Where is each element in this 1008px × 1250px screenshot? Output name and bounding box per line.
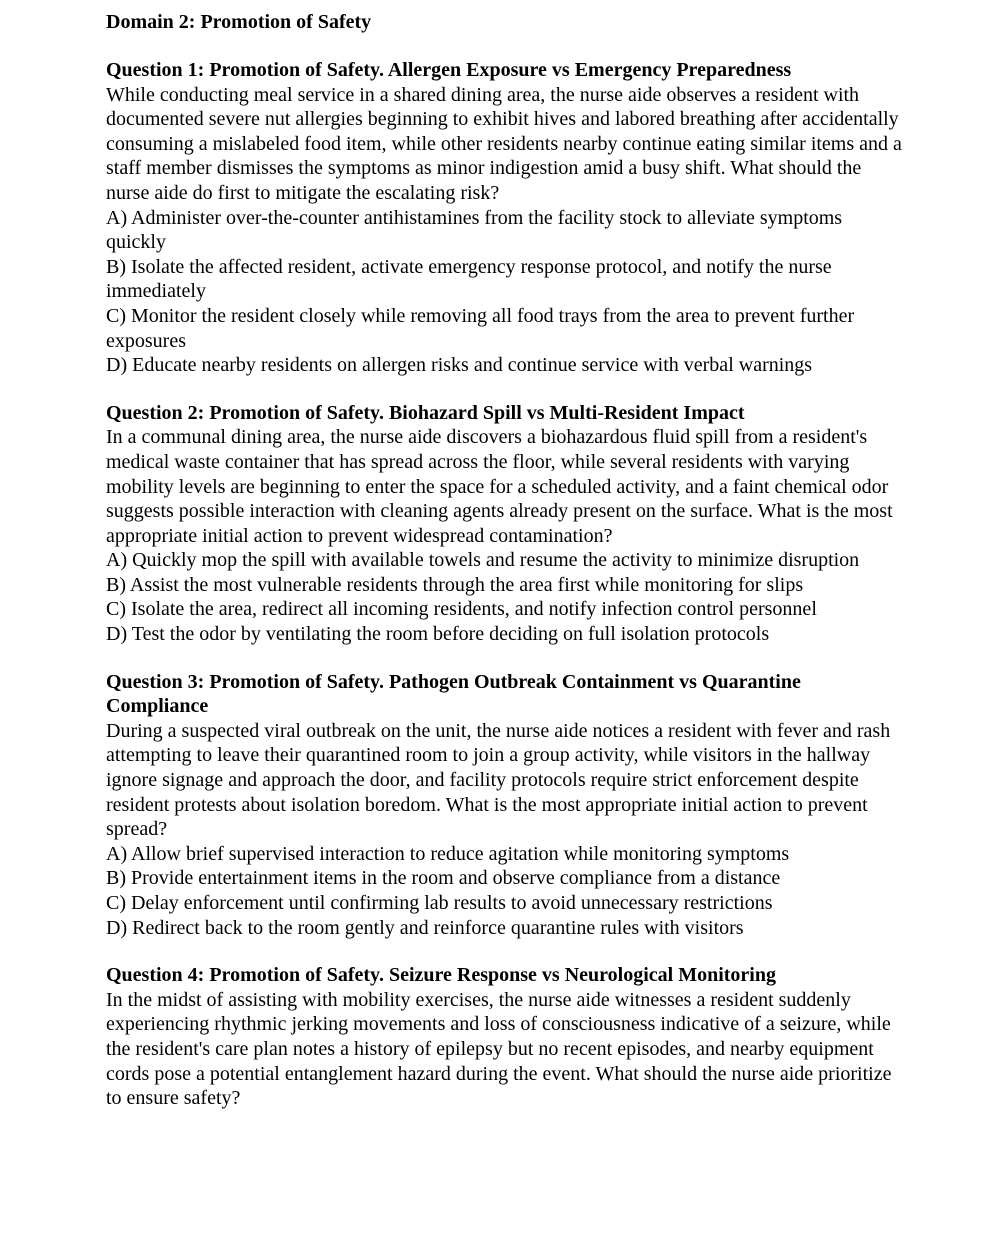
question-title: Question 3: Promotion of Safety. Pathogen Outbreak Containment vs Quarantine Compliance: [106, 670, 801, 718]
answer-option-d: D) Redirect back to the room gently and reinforce quarantine rules with visitors: [106, 916, 744, 939]
question-title: Question 2: Promotion of Safety. Biohazard Spill vs Multi-Resident Impact: [106, 401, 745, 424]
question-body: While conducting meal service in a shared dining area, the nurse aide observes a resident with documented severe nut allergies beginning to exhibit hives and labored breathing after accidentally consuming a mislabeled food item, while other residents nearby continue eating similar items and a staff member dismisses the symptoms as minor indigestion amid a busy shift. What should the nurse aide do first to mitigate the escalating risk?: [106, 83, 902, 204]
question-body: In the midst of assisting with mobility exercises, the nurse aide witnesses a resident suddenly experiencing rhythmic jerking movements and loss of consciousness indicative of a seizure, while the resident's care plan notes a history of epilepsy but no recent episodes, and nearby equipment cords pose a potential entanglement hazard during the event. What should the nurse aide prioritize to ensure safety?: [106, 988, 892, 1110]
answer-option-b: B) Assist the most vulnerable residents through the area first while monitoring for slips: [106, 573, 804, 596]
answer-option-c: C) Delay enforcement until confirming lab results to avoid unnecessary restrictions: [106, 892, 773, 914]
question-4: [106, 963, 906, 1111]
question-body: In a communal dining area, the nurse aide discovers a biohazardous fluid spill from a resident's medical waste container that has spread across the floor, while several residents with varying mobility levels are beginning to enter the space for a scheduled activity, and a faint chemical odor suggests possible interaction with cleaning agents already present on the surface. What is the most appropriate initial action to prevent widespread contamination?: [106, 426, 893, 547]
answer-option-a: A) Allow brief supervised interaction to reduce agitation while monitoring symptoms: [106, 842, 790, 865]
document-page: [106, 9, 906, 1134]
answer-option-c: C) Isolate the area, redirect all incoming residents, and notify infection control personnel: [106, 598, 817, 621]
question-2: [106, 401, 906, 647]
answer-option-d: D) Test the odor by ventilating the room before deciding on full isolation protocols: [106, 623, 770, 646]
answer-option-a: A) Administer over-the-counter antihistamines from the facility stock to alleviate symptoms quickly: [106, 206, 843, 254]
domain-title: Domain 2: Promotion of Safety: [106, 11, 372, 33]
question-body: During a suspected viral outbreak on the unit, the nurse aide notices a resident with fever and rash attempting to leave their quarantined room to join a group activity, while visitors in the hallway ignore signage and approach the door, and facility protocols require strict enforcement despite resident protests about isolation boredom. What is the most appropriate initial action to prevent spread?: [106, 719, 891, 841]
answer-option-b: B) Provide entertainment items in the room and observe compliance from a distance: [106, 867, 781, 890]
question-title: Question 4: Promotion of Safety. Seizure Response vs Neurological Monitoring: [106, 964, 776, 987]
question-1: [106, 58, 906, 378]
answer-option-b: B) Isolate the affected resident, activate emergency response protocol, and notify the nurse immediately: [106, 255, 832, 303]
question-title: Question 1: Promotion of Safety. Allergen Exposure vs Emergency Preparedness: [106, 59, 792, 81]
answer-option-c: C) Monitor the resident closely while removing all food trays from the area to prevent further exposures: [106, 304, 855, 352]
answer-option-a: A) Quickly mop the spill with available towels and resume the activity to minimize disruption: [106, 549, 860, 572]
answer-option-d: D) Educate nearby residents on allergen risks and continue service with verbal warnings: [106, 354, 813, 377]
question-3: [106, 670, 906, 941]
